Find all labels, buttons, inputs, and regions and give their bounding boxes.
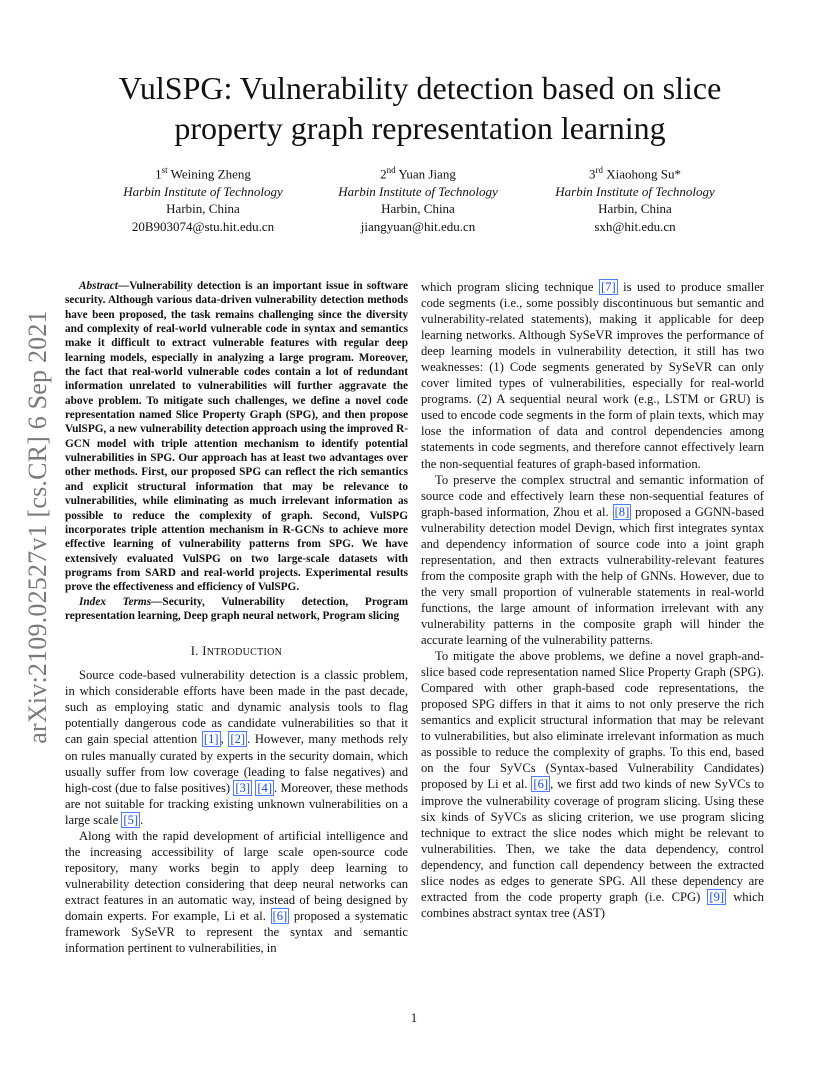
author-name: 1st Weining Zheng [155, 165, 251, 182]
author-affiliation: Harbin Institute of Technology [338, 183, 498, 199]
author-block [525, 162, 745, 235]
paper-title: VulSPG: Vulnerability detection based on slice property graph representation learning [118, 70, 722, 146]
paragraph-text: proposed a systematic framework SySeVR to represent the syntax and semantic information pertinent to vulnerabilities, in [65, 909, 408, 956]
paragraph-text: To preserve the complex structral and semantic information of source code and effectively learn these non-sequential features of graph-based information, Zhou et al. [421, 472, 764, 519]
author-email: jiangyuan@hit.edu.cn [360, 218, 476, 234]
author-name: 3rd Xiaohong Su* [589, 165, 681, 182]
right-body [421, 279, 764, 921]
paragraph-text: is used to produce smaller code segments (i.e., some possibly discontinuous but semantic and vulnerability-related statements), making it applicable for deep learning networks. Although SySeVR improves the performance of deep learning models in vulnerability detection, it still has two weaknesses: (1) Code segments generated by SySeVR can only cover limited types of vulnerabilities, especially for real-world programs. (2) A sequential neural work (e.g., LSTM or GRU) is used to encode code segments in the form of plain texts, which may lose the information of data and control dependencies among statements in code segments, and therefore cannot effectively learn the non-sequential features of graph-based information. [421, 280, 765, 471]
author-block [308, 162, 528, 235]
body-paragraph [65, 667, 408, 827]
paragraph-text: Along with the rapid development of artificial intelligence and the increasing accessibility of large scale open-source code repository, many works begin to apply deep learning to vulnerability detection considering that deep neural networks can extract features in an automatic way, instead of being designed by domain experts. For example, Li et al. [65, 828, 408, 923]
citation-link[interactable]: [8] [614, 504, 630, 519]
paragraph-text: . [140, 812, 144, 827]
right-column [421, 279, 764, 921]
citation-link[interactable]: [4] [257, 780, 273, 795]
arxiv-identifier [16, 296, 60, 758]
paragraph-text: proposed a GGNN-based vulnerability detection model Devign, which first integrates syntax and dependency information of source code into a joint graph representation, and then extracts vulnerability-relevant features from the composite graph with the help of GNNs. However, due to the very small proportion of vulnerable statements in real-world functions, the large amount of information irrelevant with any vulnerability patterns in the composite graph will hinder the accurate learning of the vulnerability patterns. [421, 504, 764, 648]
author-affiliation: Harbin Institute of Technology [555, 183, 715, 199]
author-name: 2nd Yuan Jiang [380, 165, 456, 182]
paragraph-text: To mitigate the above problems, we define a novel graph-and-slice based code representation named Slice Property Graph (SPG). Compared with other graph-based code representations, the proposed SPG differs in that it aims to not only preserve the rich semantics and explicit structural information that may be relevant to vulnerabilities, but also eliminate irrelevant information as much as possible to reduce the complexity of graphs. To this end, based on the four SyVCs (Syntax-based Vulnerability Candidates) proposed by Li et al. [421, 649, 764, 792]
paragraph-text: which program slicing technique [421, 280, 599, 294]
citation-link[interactable]: [6] [272, 909, 288, 923]
citation-link[interactable]: [1] [203, 732, 219, 747]
paragraph-text: which combines abstract syntax tree (AST) [421, 889, 764, 920]
paragraph-text: , we first add two kinds of new SyVCs to improve the vulnerability coverage of program slicing. Using these six kinds of SyVCs as slicing criterion, we use program slicing technique to extract the slice nodes which might be relevant to vulnerabilities. Then, we take the data dependency, control dependency, and function call dependency between the extracted slice nodes as edges to generate SPG. All these dependency are extracted from the code property graph (i.e. CPG) [421, 777, 764, 904]
author-location: Harbin, China [598, 201, 672, 217]
page-number: 1 [410, 1010, 418, 1025]
body-paragraph [65, 828, 408, 956]
author-affiliation: Harbin Institute of Technology [123, 183, 283, 199]
body-paragraph [421, 648, 764, 921]
citation-link[interactable]: [2] [230, 732, 246, 747]
paragraph-text: , [220, 732, 229, 747]
citation-link[interactable]: [7] [600, 280, 616, 294]
author-location: Harbin, China [166, 201, 240, 217]
paragraph-text: . Moreover, these methods are not suitable for tracking existing unknown vulnerabilities on a large scale [65, 780, 408, 827]
author-location: Harbin, China [381, 201, 455, 217]
arxiv-identifier-text: arXiv:2109.02527v1 [cs.CR] 6 Sep 2021 [23, 310, 52, 744]
paragraph-text: . However, many methods rely on rules manually curated by experts in the security domain, which usually suffer from low coverage (leading to false negatives) and high-cost (due to false positives) [65, 732, 408, 795]
citation-link[interactable]: [3] [235, 780, 251, 795]
index-terms: Index Terms—Security, Vulnerability detection, Program representation learning, Deep graph neural network, Program slicing [65, 595, 409, 622]
body-paragraph [421, 472, 764, 649]
abstract: Abstract—Vulnerability detection is an important issue in software security. Although various data-driven vulnerability detection methods have been proposed, the task remains challenging since the diversity and complexity of real-world vulnerable code in syntax and semantics make it difficult to extract vulnerable features with regular deep learning models, especially in analyzing a large program. Moreover, the fact that real-world vulnerable codes contain a lot of redundant information unrelated to vulnerabilities will further aggravate the above problem. To mitigate such challenges, we define a novel code representation named Slice Property Graph (SPG), and then propose VulSPG, a new vulnerability detection approach using the improved R-GCN model with triple attention mechanism to identify potential vulnerabilities in SPG. Our approach has at least two advantages over other methods. First, our proposed SPG can reflect the rich semantics and explicit structural information that may be relevance to vulnerabilities, while eliminating as much irrelevant information as possible to reduce the complexity of graph. Second, VulSPG incorporates triple attention mechanism in R-GCNs to achieve more effective learning of vulnerability patterns from SPG. We have extensively evaluated VulSPG on two large-scale datasets with programs from SARD and real-world projects. Experimental results prove the effectiveness and efficiency of VulSPG. [65, 280, 408, 594]
citation-link[interactable]: [6] [533, 777, 549, 792]
author-email: sxh@hit.edu.cn [594, 218, 676, 234]
citation-link[interactable]: [9] [709, 889, 725, 904]
body-paragraph [421, 279, 764, 472]
citation-link[interactable]: [5] [123, 812, 139, 827]
paragraph-text: Source code-based vulnerability detection is a classic problem, in which considerable efforts have been made in the past decade, such as employing static and dynamic analysis tools to flag potentially dangerous code as candidate vulnerabilities so that it can gain special attention [65, 668, 408, 747]
author-block [93, 162, 313, 235]
section-heading: I. INTRODUCTION [190, 644, 283, 659]
left-column [65, 279, 408, 956]
author-email: 20B903074@stu.hit.edu.cn [131, 218, 275, 234]
left-body [65, 667, 408, 956]
